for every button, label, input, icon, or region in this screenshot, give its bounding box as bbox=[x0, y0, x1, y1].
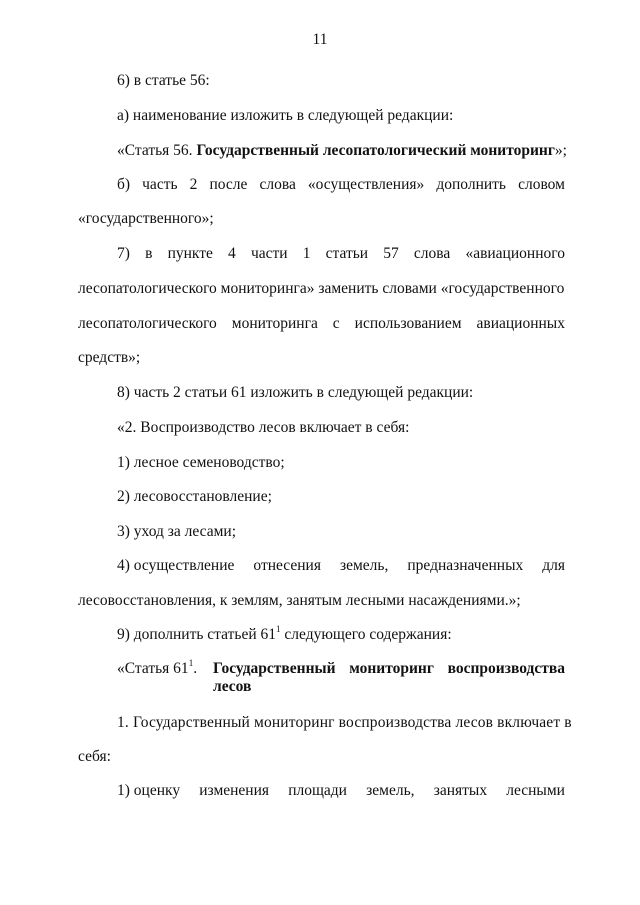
word: предназначенных bbox=[407, 557, 524, 574]
word: с bbox=[332, 315, 340, 332]
paragraph-line: 8) часть 2 статьи 61 изложить в следующей редакции: bbox=[117, 384, 474, 401]
word: 4 bbox=[228, 245, 236, 262]
word: 57 bbox=[383, 245, 399, 262]
word: лесопатологического bbox=[78, 315, 217, 332]
word: площади bbox=[288, 782, 347, 799]
text: 9) дополнить статьей 61 bbox=[117, 626, 277, 643]
paragraph-line: 6) в статье 56: bbox=[117, 72, 210, 89]
word: слова bbox=[413, 245, 451, 262]
word: дополнить bbox=[436, 176, 507, 193]
word: часть bbox=[142, 176, 178, 193]
article-heading-title-cont: лесов bbox=[213, 678, 252, 695]
paragraph-line: а) наименование изложить в следующей редакции: bbox=[117, 107, 454, 124]
word: после bbox=[209, 176, 248, 193]
justified-line bbox=[117, 245, 565, 263]
paragraph-line: 2) лесовосстановление; bbox=[117, 488, 272, 505]
justified-line bbox=[117, 557, 565, 575]
word: «осуществления» bbox=[307, 176, 425, 193]
word: авиационных bbox=[476, 315, 565, 332]
word: лесными bbox=[506, 782, 565, 799]
article-title: Государственный лесопатологический мониторинг bbox=[196, 142, 555, 159]
word: 1) оценку bbox=[117, 782, 181, 799]
paragraph-line: «государственного»; bbox=[78, 210, 214, 227]
superscript: 1 bbox=[276, 624, 281, 634]
word: 4) осуществление bbox=[117, 557, 235, 574]
article-heading-prefix bbox=[117, 660, 197, 678]
word: «авиационного bbox=[465, 245, 565, 262]
paragraph-line: лесовосстановления, к землям, занятым лесными насаждениями.»; bbox=[78, 592, 521, 609]
word: пункте bbox=[167, 245, 213, 262]
word: занятых bbox=[433, 782, 488, 799]
word: отнесения bbox=[253, 557, 321, 574]
text: «Статья 61 bbox=[117, 660, 189, 677]
word: части bbox=[250, 245, 288, 262]
paragraph-line: 3) уход за лесами; bbox=[117, 523, 236, 540]
justified-line bbox=[78, 315, 565, 333]
paragraph-line: 1) лесное семеноводство; bbox=[117, 454, 285, 471]
word: словом bbox=[518, 176, 565, 193]
paragraph-line bbox=[117, 142, 567, 160]
word: в bbox=[145, 245, 153, 262]
word: Государственный bbox=[213, 660, 336, 677]
article-prefix: «Статья 56. bbox=[117, 142, 197, 159]
superscript: 1 bbox=[188, 658, 194, 668]
text: . bbox=[193, 660, 198, 677]
paragraph-line: себя: bbox=[78, 748, 111, 765]
paragraph-line: лесопатологического мониторинга» заменить словами «государственного bbox=[78, 280, 565, 297]
word: использованием bbox=[354, 315, 462, 332]
paragraph-line bbox=[117, 626, 452, 644]
word: для bbox=[542, 557, 565, 574]
paragraph-line bbox=[117, 714, 572, 732]
justified-line bbox=[117, 176, 565, 194]
paragraph-line: средств»; bbox=[78, 349, 141, 366]
page-number: 11 bbox=[312, 31, 328, 48]
word: статьи bbox=[325, 245, 369, 262]
word: изменения bbox=[199, 782, 270, 799]
word: мониторинг bbox=[349, 660, 434, 677]
word: воспроизводства bbox=[447, 660, 565, 677]
paragraph-line: «2. Воспроизводство лесов включает в себя: bbox=[117, 419, 410, 436]
word: 1 bbox=[302, 245, 311, 262]
text: 1. Государственный мониторинг воспроизводства лесов включает в bbox=[117, 714, 572, 731]
justified-line bbox=[117, 782, 565, 800]
word: земель, bbox=[339, 557, 389, 574]
word: 7) bbox=[117, 245, 130, 262]
word: слова bbox=[259, 176, 296, 193]
word: земель, bbox=[366, 782, 415, 799]
word: б) bbox=[117, 176, 131, 193]
article-suffix: »; bbox=[554, 142, 567, 159]
text: следующего содержания: bbox=[280, 626, 452, 643]
word: мониторинга bbox=[231, 315, 318, 332]
article-heading-title bbox=[213, 660, 565, 678]
word: 2 bbox=[189, 176, 198, 193]
